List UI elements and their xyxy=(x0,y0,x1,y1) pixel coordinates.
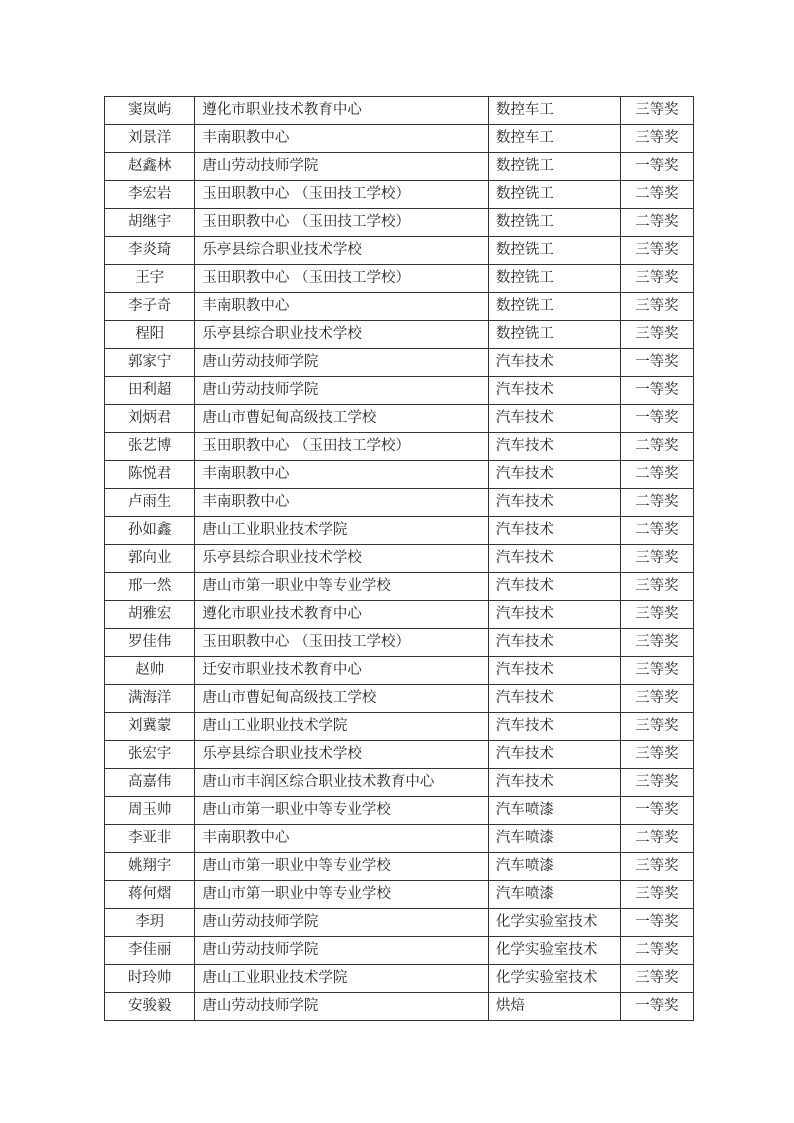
cell-name: 郭向业 xyxy=(105,545,195,573)
cell-event: 汽车技术 xyxy=(488,601,620,629)
cell-prize: 三等奖 xyxy=(620,293,693,321)
cell-event: 汽车技术 xyxy=(488,713,620,741)
cell-name: 赵鑫林 xyxy=(105,153,195,181)
cell-event: 数控铣工 xyxy=(488,209,620,237)
cell-name: 卢雨生 xyxy=(105,489,195,517)
cell-name: 张宏宇 xyxy=(105,741,195,769)
cell-school: 玉田职教中心 （玉田技工学校） xyxy=(195,629,488,657)
cell-name: 赵帅 xyxy=(105,657,195,685)
table-row xyxy=(105,853,694,881)
cell-name: 郭家宁 xyxy=(105,349,195,377)
cell-event: 数控铣工 xyxy=(488,321,620,349)
table-row xyxy=(105,881,694,909)
table-row xyxy=(105,293,694,321)
table-row xyxy=(105,209,694,237)
cell-prize: 三等奖 xyxy=(620,265,693,293)
table-row xyxy=(105,797,694,825)
cell-school: 遵化市职业技术教育中心 xyxy=(195,601,488,629)
cell-school: 唐山劳动技师学院 xyxy=(195,993,488,1021)
cell-event: 汽车技术 xyxy=(488,629,620,657)
cell-school: 唐山市丰润区综合职业技术教育中心 xyxy=(195,769,488,797)
cell-school: 唐山劳动技师学院 xyxy=(195,153,488,181)
cell-name: 李炎琦 xyxy=(105,237,195,265)
cell-prize: 三等奖 xyxy=(620,545,693,573)
cell-event: 汽车技术 xyxy=(488,433,620,461)
cell-school: 乐亭县综合职业技术学校 xyxy=(195,321,488,349)
table-row xyxy=(105,545,694,573)
cell-prize: 三等奖 xyxy=(620,965,693,993)
cell-name: 刘炳君 xyxy=(105,405,195,433)
cell-name: 王宇 xyxy=(105,265,195,293)
table-row xyxy=(105,97,694,125)
cell-prize: 三等奖 xyxy=(620,657,693,685)
cell-prize: 三等奖 xyxy=(620,853,693,881)
cell-event: 化学实验室技术 xyxy=(488,909,620,937)
cell-event: 汽车喷漆 xyxy=(488,797,620,825)
table-row xyxy=(105,321,694,349)
cell-name: 姚翔宇 xyxy=(105,853,195,881)
cell-event: 汽车技术 xyxy=(488,769,620,797)
cell-name: 时玲帅 xyxy=(105,965,195,993)
cell-school: 唐山市第一职业中等专业学校 xyxy=(195,797,488,825)
table-row xyxy=(105,461,694,489)
cell-event: 汽车技术 xyxy=(488,377,620,405)
cell-prize: 二等奖 xyxy=(620,461,693,489)
cell-school: 唐山劳动技师学院 xyxy=(195,349,488,377)
cell-event: 数控车工 xyxy=(488,125,620,153)
cell-prize: 三等奖 xyxy=(620,881,693,909)
table-row xyxy=(105,685,694,713)
cell-name: 罗佳伟 xyxy=(105,629,195,657)
cell-school: 丰南职教中心 xyxy=(195,825,488,853)
cell-event: 化学实验室技术 xyxy=(488,965,620,993)
cell-school: 丰南职教中心 xyxy=(195,461,488,489)
table-row xyxy=(105,181,694,209)
cell-prize: 一等奖 xyxy=(620,349,693,377)
cell-prize: 三等奖 xyxy=(620,601,693,629)
cell-school: 唐山市第一职业中等专业学校 xyxy=(195,573,488,601)
table-row xyxy=(105,349,694,377)
cell-prize: 一等奖 xyxy=(620,993,693,1021)
cell-school: 乐亭县综合职业技术学校 xyxy=(195,545,488,573)
cell-event: 数控铣工 xyxy=(488,265,620,293)
cell-event: 数控铣工 xyxy=(488,293,620,321)
cell-name: 蒋何熠 xyxy=(105,881,195,909)
cell-school: 玉田职教中心 （玉田技工学校） xyxy=(195,209,488,237)
cell-school: 玉田职教中心 （玉田技工学校） xyxy=(195,181,488,209)
cell-school: 唐山市第一职业中等专业学校 xyxy=(195,881,488,909)
table-row xyxy=(105,993,694,1021)
cell-prize: 三等奖 xyxy=(620,97,693,125)
cell-name: 孙如鑫 xyxy=(105,517,195,545)
cell-prize: 二等奖 xyxy=(620,937,693,965)
cell-prize: 一等奖 xyxy=(620,153,693,181)
cell-event: 数控铣工 xyxy=(488,181,620,209)
table-row xyxy=(105,909,694,937)
table-row xyxy=(105,965,694,993)
cell-prize: 三等奖 xyxy=(620,769,693,797)
table-row xyxy=(105,601,694,629)
cell-school: 乐亭县综合职业技术学校 xyxy=(195,237,488,265)
cell-name: 张艺博 xyxy=(105,433,195,461)
cell-prize: 三等奖 xyxy=(620,125,693,153)
cell-event: 汽车喷漆 xyxy=(488,881,620,909)
cell-school: 玉田职教中心 （玉田技工学校） xyxy=(195,265,488,293)
cell-school: 丰南职教中心 xyxy=(195,125,488,153)
cell-name: 安骏毅 xyxy=(105,993,195,1021)
cell-event: 汽车喷漆 xyxy=(488,853,620,881)
cell-event: 数控车工 xyxy=(488,97,620,125)
cell-prize: 三等奖 xyxy=(620,237,693,265)
cell-event: 汽车技术 xyxy=(488,461,620,489)
cell-school: 唐山工业职业技术学院 xyxy=(195,965,488,993)
cell-event: 汽车技术 xyxy=(488,685,620,713)
cell-name: 周玉帅 xyxy=(105,797,195,825)
table-row xyxy=(105,125,694,153)
cell-prize: 二等奖 xyxy=(620,209,693,237)
cell-name: 邢一然 xyxy=(105,573,195,601)
cell-name: 李佳丽 xyxy=(105,937,195,965)
cell-school: 玉田职教中心 （玉田技工学校） xyxy=(195,433,488,461)
cell-prize: 三等奖 xyxy=(620,321,693,349)
cell-school: 唐山市曹妃甸高级技工学校 xyxy=(195,405,488,433)
cell-prize: 三等奖 xyxy=(620,573,693,601)
table-row xyxy=(105,153,694,181)
table-row xyxy=(105,937,694,965)
cell-prize: 二等奖 xyxy=(620,433,693,461)
cell-event: 汽车技术 xyxy=(488,405,620,433)
cell-name: 刘景洋 xyxy=(105,125,195,153)
cell-prize: 三等奖 xyxy=(620,713,693,741)
cell-event: 汽车技术 xyxy=(488,349,620,377)
cell-school: 唐山劳动技师学院 xyxy=(195,377,488,405)
cell-prize: 一等奖 xyxy=(620,377,693,405)
cell-name: 满海洋 xyxy=(105,685,195,713)
cell-event: 汽车技术 xyxy=(488,573,620,601)
cell-event: 烘焙 xyxy=(488,993,620,1021)
cell-school: 唐山市第一职业中等专业学校 xyxy=(195,853,488,881)
cell-prize: 二等奖 xyxy=(620,181,693,209)
cell-name: 刘冀蒙 xyxy=(105,713,195,741)
cell-event: 汽车技术 xyxy=(488,657,620,685)
cell-school: 遵化市职业技术教育中心 xyxy=(195,97,488,125)
cell-prize: 三等奖 xyxy=(620,741,693,769)
table-row xyxy=(105,265,694,293)
cell-prize: 一等奖 xyxy=(620,909,693,937)
cell-school: 丰南职教中心 xyxy=(195,293,488,321)
cell-name: 李玥 xyxy=(105,909,195,937)
cell-name: 李亚非 xyxy=(105,825,195,853)
table-row xyxy=(105,741,694,769)
table-row xyxy=(105,517,694,545)
table-row xyxy=(105,433,694,461)
cell-event: 汽车喷漆 xyxy=(488,825,620,853)
cell-school: 唐山市曹妃甸高级技工学校 xyxy=(195,685,488,713)
cell-event: 汽车技术 xyxy=(488,517,620,545)
cell-name: 程阳 xyxy=(105,321,195,349)
cell-event: 汽车技术 xyxy=(488,741,620,769)
table-row xyxy=(105,573,694,601)
award-table-body xyxy=(105,97,694,1021)
award-table xyxy=(104,96,694,1021)
cell-event: 汽车技术 xyxy=(488,489,620,517)
cell-event: 汽车技术 xyxy=(488,545,620,573)
table-row xyxy=(105,377,694,405)
cell-school: 唐山劳动技师学院 xyxy=(195,909,488,937)
cell-name: 胡继宇 xyxy=(105,209,195,237)
cell-event: 数控铣工 xyxy=(488,237,620,265)
table-row xyxy=(105,629,694,657)
cell-prize: 三等奖 xyxy=(620,685,693,713)
cell-prize: 一等奖 xyxy=(620,405,693,433)
table-row xyxy=(105,237,694,265)
cell-name: 窦岚屿 xyxy=(105,97,195,125)
cell-prize: 一等奖 xyxy=(620,797,693,825)
table-row xyxy=(105,713,694,741)
cell-prize: 三等奖 xyxy=(620,629,693,657)
cell-school: 乐亭县综合职业技术学校 xyxy=(195,741,488,769)
table-row xyxy=(105,657,694,685)
cell-name: 李宏岩 xyxy=(105,181,195,209)
table-row xyxy=(105,769,694,797)
cell-prize: 二等奖 xyxy=(620,489,693,517)
cell-event: 数控铣工 xyxy=(488,153,620,181)
table-row xyxy=(105,489,694,517)
cell-school: 唐山工业职业技术学院 xyxy=(195,713,488,741)
table-row xyxy=(105,825,694,853)
cell-school: 丰南职教中心 xyxy=(195,489,488,517)
cell-name: 田利超 xyxy=(105,377,195,405)
cell-school: 迁安市职业技术教育中心 xyxy=(195,657,488,685)
cell-school: 唐山工业职业技术学院 xyxy=(195,517,488,545)
cell-name: 陈悦君 xyxy=(105,461,195,489)
cell-event: 化学实验室技术 xyxy=(488,937,620,965)
cell-name: 李子奇 xyxy=(105,293,195,321)
table-row xyxy=(105,405,694,433)
cell-name: 胡雅宏 xyxy=(105,601,195,629)
cell-name: 高嘉伟 xyxy=(105,769,195,797)
cell-school: 唐山劳动技师学院 xyxy=(195,937,488,965)
cell-prize: 二等奖 xyxy=(620,517,693,545)
cell-prize: 二等奖 xyxy=(620,825,693,853)
